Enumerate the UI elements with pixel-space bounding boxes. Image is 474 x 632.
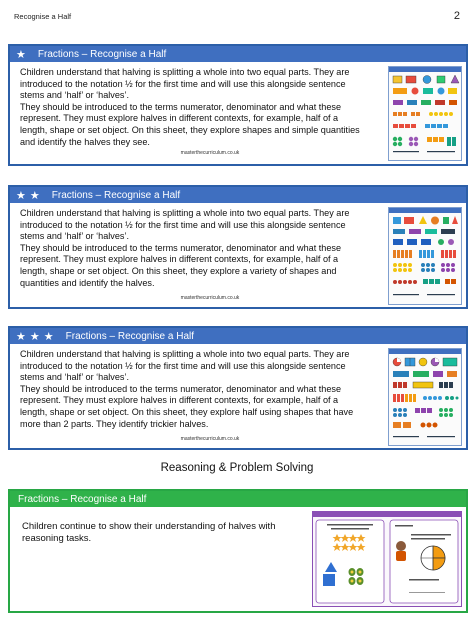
card-description	[20, 349, 360, 430]
star-icon: ★	[29, 329, 40, 343]
card-title-bar	[10, 187, 466, 203]
star-rating	[16, 331, 54, 342]
card-one-star	[8, 44, 468, 166]
star-icon: ★	[16, 188, 26, 202]
website-url: masterthecurriculum.co.uk	[180, 436, 240, 442]
page-header	[14, 12, 460, 26]
website-url: masterthecurriculum.co.uk	[180, 295, 240, 301]
card-description	[20, 208, 360, 289]
worksheet-thumbnail	[388, 348, 462, 446]
card-title-bar	[10, 491, 466, 507]
worksheet-thumbnail	[388, 207, 462, 305]
card-title: Fractions – Recognise a Half	[51, 189, 181, 201]
card-title: Fractions – Recognise a Half	[65, 330, 195, 342]
page-number: 2	[453, 10, 460, 22]
worksheet-thumbnail	[388, 66, 462, 161]
star-icon: ★	[43, 329, 54, 343]
star-rating	[16, 49, 26, 60]
website-url: masterthecurriculum.co.uk	[180, 150, 240, 156]
description-paragraph: Children understand that halving is splitting a whole into two equal parts. They are introduced to the notation ½ for the first time and will use this alongside sentence stems and ‘half’ or ‘halves’.	[20, 349, 350, 383]
star-icon: ★	[16, 47, 26, 61]
card-title: Fractions – Recognise a Half	[37, 48, 167, 60]
card-title: Fractions – Recognise a Half	[18, 493, 147, 505]
card-title-bar	[10, 328, 466, 344]
description-paragraph: Children understand that halving is splitting a whole into two equal parts. They are introduced to the notation ½ for the first time and will use this alongside sentence stems and ‘half’ or ‘halves’.	[20, 208, 350, 242]
card-description: Children continue to show their understanding of halves with reasoning tasks.	[22, 521, 276, 544]
reasoning-worksheet-thumbnail	[312, 511, 462, 607]
star-icon: ★	[29, 188, 40, 202]
description-paragraph: They should be introduced to the terms numerator, denominator and what these represent. They must explore halves in different contexts, for example, half of a length, shape or set object. On this sheet, they explore a variety of shapes and quantities and identify the halves.	[20, 242, 341, 288]
card-title-bar	[10, 46, 466, 62]
card-description	[20, 67, 360, 148]
page-title: Recognise a Half	[14, 12, 72, 21]
description-paragraph: Children understand that halving is splitting a whole into two equal parts. They are introduced to the notation ½ for the first time and will use this alongside sentence stems and ‘half’ or ‘halves’.	[20, 67, 350, 101]
description-paragraph: They should be introduced to the terms numerator, denominator and what these represent. They must explore halves in different contexts, for example, half of a length, shape or set object. On this sheet, they explore shapes and simple quantities and identify the halves they see.	[20, 101, 360, 147]
card-three-star	[8, 326, 468, 450]
section-heading: Reasoning & Problem Solving	[160, 462, 314, 474]
star-icon: ★	[16, 329, 26, 343]
star-rating	[16, 190, 40, 201]
description-paragraph: They should be introduced to the terms numerator, denominator and what these represent. They must explore halves in different contexts, for example, half of a length, shape or set object. On this sheet, they explore half using shapes that have more than 2 parts. They identify trickier halves.	[20, 383, 354, 429]
card-two-star	[8, 185, 468, 309]
reasoning-card	[8, 489, 468, 613]
